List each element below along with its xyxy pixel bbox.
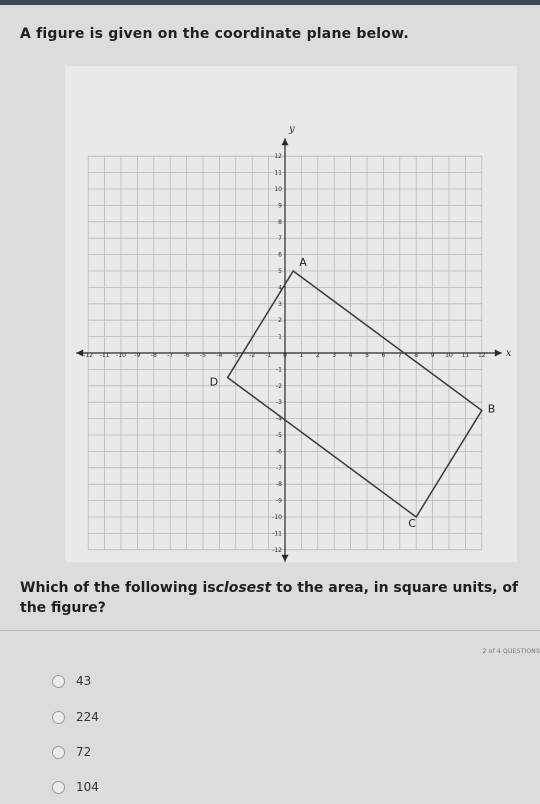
radio-button[interactable] [52, 675, 65, 688]
radio-button[interactable] [52, 711, 65, 724]
x-tick-label: 10 [445, 352, 453, 359]
x-tick-label: -6 [183, 352, 190, 359]
choice-label: 224 [76, 710, 99, 724]
x-tick-label: 7 [397, 352, 402, 359]
x-tick-label: 12 [477, 352, 486, 359]
vertex-label-c: C [408, 517, 416, 530]
x-axis-label: x [505, 348, 512, 359]
x-tick-label: -3 [232, 352, 239, 359]
y-tick-label: 11 [274, 169, 282, 177]
x-tick-label: -1 [265, 352, 272, 359]
prompt-start: Which of the following is [20, 580, 216, 596]
prompt-emphasis: closest [215, 580, 272, 596]
x-tick-label: -7 [167, 352, 174, 359]
choice-label: 104 [76, 780, 99, 794]
y-axis-label: y [289, 124, 295, 136]
question-counter: 2 of 4 QUESTIONS [482, 648, 540, 655]
y-tick-label: -1 [276, 366, 282, 374]
y-tick-label: 8 [278, 218, 282, 226]
divider [0, 630, 540, 631]
x-tick-label: 6 [381, 352, 386, 359]
question-prompt [20, 578, 525, 618]
x-tick-label: -2 [249, 352, 256, 359]
y-tick-label: 9 [278, 202, 282, 210]
y-tick-label: -12 [272, 546, 282, 554]
choice-option-2[interactable] [52, 707, 99, 727]
y-tick-label: 5 [278, 268, 282, 275]
x-axis-arrow-right [495, 350, 502, 357]
vertex-label-d: D [209, 375, 219, 389]
x-tick-label: 3 [332, 352, 337, 359]
y-tick-label: 4 [278, 284, 282, 292]
question-intro: A figure is given on the coordinate plane below. [20, 26, 409, 42]
top-bar [0, 0, 540, 5]
choice-option-1[interactable] [52, 671, 91, 691]
y-tick-label: 12 [274, 153, 282, 161]
x-tick-label: 4 [348, 352, 353, 359]
y-tick-label: -5 [276, 432, 282, 439]
radio-button[interactable] [52, 746, 65, 759]
x-tick-label: -4 [216, 352, 223, 359]
x-tick-label: 2 [315, 352, 320, 359]
x-tick-label: 0 [283, 352, 287, 359]
choice-label: 43 [76, 674, 92, 688]
choice-label: 72 [76, 745, 92, 759]
y-tick-label: -4 [276, 415, 282, 423]
y-tick-label: -9 [276, 497, 282, 505]
y-tick-label: 1 [278, 333, 282, 341]
y-tick-label: 10 [274, 186, 282, 193]
x-axis-arrow-left [76, 350, 83, 357]
coordinate-plane [65, 66, 517, 562]
x-tick-label: -5 [200, 352, 206, 359]
y-axis-arrow-up [282, 138, 289, 145]
vertex-label-b: B [487, 402, 496, 416]
figure-panel [65, 66, 517, 562]
x-tick-label: -9 [134, 352, 141, 359]
y-tick-label: 6 [278, 251, 282, 259]
x-tick-label: 8 [414, 352, 419, 359]
choice-option-3[interactable] [52, 742, 91, 762]
figure-quadrilateral [228, 271, 482, 517]
x-tick-label: -11 [99, 352, 110, 359]
y-tick-label: -3 [276, 399, 282, 407]
y-axis-arrow-down [282, 555, 289, 562]
x-tick-label: 9 [430, 352, 435, 359]
x-tick-label: -10 [116, 352, 126, 359]
y-tick-label: 7 [278, 235, 282, 243]
y-tick-label: -6 [276, 448, 282, 456]
y-tick-label: 2 [278, 317, 282, 325]
choice-option-4[interactable] [52, 777, 99, 797]
x-tick-label: 5 [365, 352, 369, 359]
y-tick-label: -11 [272, 530, 282, 538]
y-tick-label: 3 [278, 300, 282, 308]
y-tick-label: -8 [276, 481, 282, 489]
radio-button[interactable] [52, 781, 65, 794]
y-tick-label: -2 [276, 382, 282, 390]
y-tick-label: -7 [276, 464, 282, 472]
y-tick-label: -10 [272, 514, 282, 521]
x-tick-label: 1 [299, 352, 304, 359]
x-tick-label: -8 [150, 352, 157, 359]
x-tick-label: -12 [83, 352, 94, 359]
x-tick-label: 11 [461, 352, 470, 359]
prompt-end: to the area, in square units, of the figure? [20, 580, 519, 616]
vertex-label-a: A [299, 256, 307, 269]
